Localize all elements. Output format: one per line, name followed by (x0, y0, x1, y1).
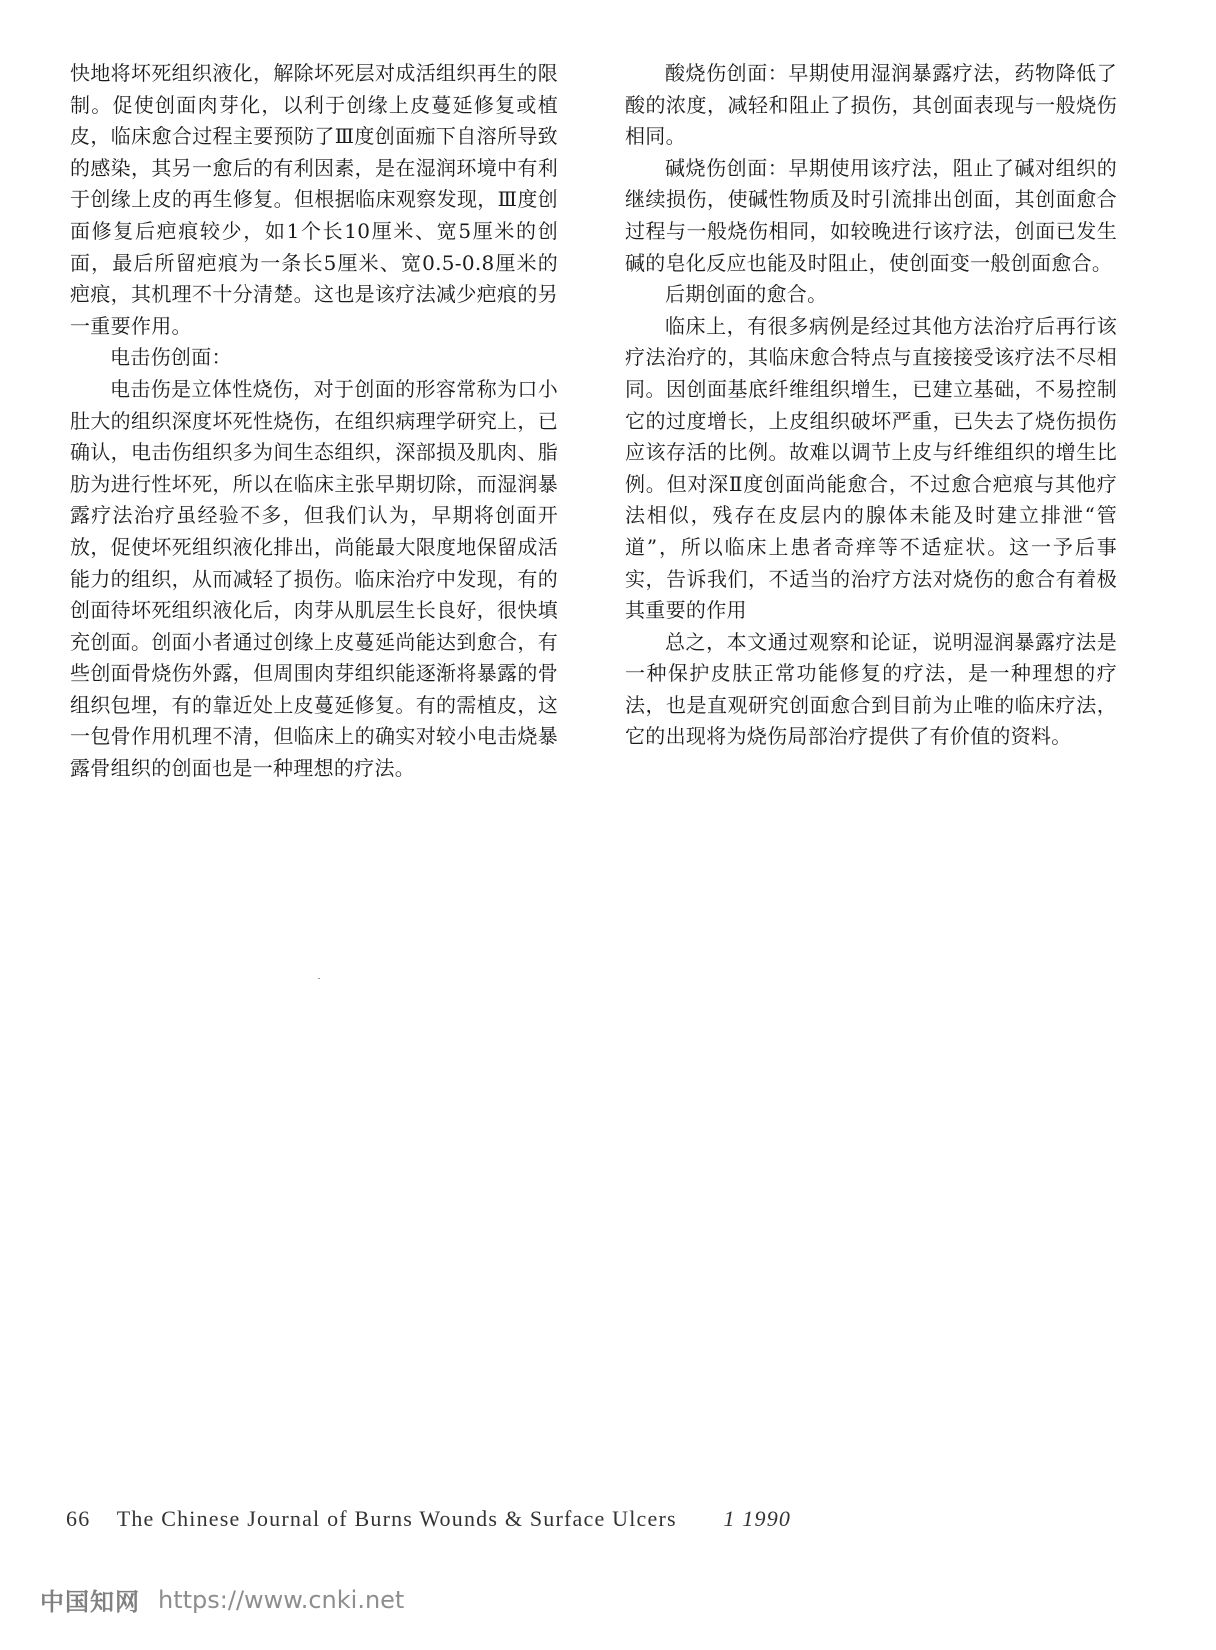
paragraph-acid-burn: 酸烧伤创面：早期使用湿润暴露疗法，药物降低了酸的浓度，减轻和阻止了损伤，其创面表现与一般烧伤相同。 (625, 61, 1117, 149)
cnki-logo: 中国知网 (40, 1588, 140, 1616)
page-number: 66 (66, 1506, 91, 1531)
scan-speck (318, 978, 320, 979)
journal-name: The Chinese Journal of Burns Wounds & Surface Ulcers (116, 1506, 677, 1531)
left-column (70, 58, 558, 785)
paragraph-continuation: 快地将坏死组织液化，解除坏死层对成活组织再生的限制。促使创面肉芽化，以利于创缘上皮蔓延修复或植皮，临床愈合过程主要预防了Ⅲ度创面痂下自溶所导致的感染，其另一愈后的有利因素，是在湿润环境中有利于创缘上皮的再生修复。但根据临床观察发现，Ⅲ度创面修复后疤痕较少，如1个长10厘米、宽5厘米的创面，最后所留疤痕为一条长5厘米、宽0.5-0.8厘米的疤痕，其机理不十分清楚。这也是该疗法减少疤痕的另一重要作用。 (70, 61, 558, 338)
section-heading-electric-burn: 电击伤创面： (110, 345, 232, 370)
right-column (625, 58, 1117, 753)
cnki-url: https://www.cnki.net (158, 1585, 405, 1614)
section-heading-late-healing: 后期创面的愈合。 (665, 282, 828, 307)
paragraph-conclusion: 总之，本文通过观察和论证，说明湿润暴露疗法是一种保护皮肤正常功能修复的疗法，是一种理想的疗法，也是直观研究创面愈合到目前为止唯的临床疗法，它的出现将为烧伤局部治疗提供了有价值的资料。 (625, 629, 1117, 749)
paragraph-alkali-burn: 碱烧伤创面：早期使用该疗法，阻止了碱对组织的继续损伤，使碱性物质及时引流排出创面，其创面愈合过程与一般烧伤相同，如较晚进行该疗法，创面已发生碱的皂化反应也能及时阻止，使创面变一般创面愈合。 (625, 155, 1117, 275)
page-footer (66, 1506, 791, 1532)
cnki-watermark (40, 1582, 404, 1617)
paragraph-late-healing: 临床上，有很多病例是经过其他方法治疗后再行该疗法治疗的，其临床愈合特点与直接接受该疗法不尽相同。因创面基底纤维组织增生，已建立基础，不易控制它的过度增长，上皮组织破坏严重，已失去了烧伤损伤应该存活的比例。故难以调节上皮与纤维组织的增生比例。但对深Ⅱ度创面尚能愈合，不过愈合疤痕与其他疗法相似，残存在皮层内的腺体未能及时建立排泄“管道”，所以临床上患者奇痒等不适症状。这一予后事实，告诉我们，不适当的治疗方法对烧伤的愈合有着极其重要的作用 (625, 313, 1117, 623)
paragraph-electric-burn: 电击伤是立体性烧伤，对于创面的形容常称为口小肚大的组织深度坏死性烧伤，在组织病理学研究上，已确认，电击伤组织多为间生态组织，深部损及肌肉、脂肪为进行性坏死，所以在临床主张早期切除，而湿润暴露疗法治疗虽经验不多，但我们认为，早期将创面开放，促使坏死组织液化排出，尚能最大限度地保留成活能力的组织，从而减轻了损伤。临床治疗中发现，有的创面待坏死组织液化后，肉芽从肌层生长良好，很快填充创面。创面小者通过创缘上皮蔓延尚能达到愈合，有些创面骨烧伤外露，但周围肉芽组织能逐渐将暴露的骨组织包埋，有的靠近处上皮蔓延修复。有的需植皮，这一包骨作用机理不清，但临床上的确实对较小电击烧暴露骨组织的创面也是一种理想的疗法。 (70, 376, 558, 781)
journal-issue: 1 1990 (723, 1506, 792, 1531)
